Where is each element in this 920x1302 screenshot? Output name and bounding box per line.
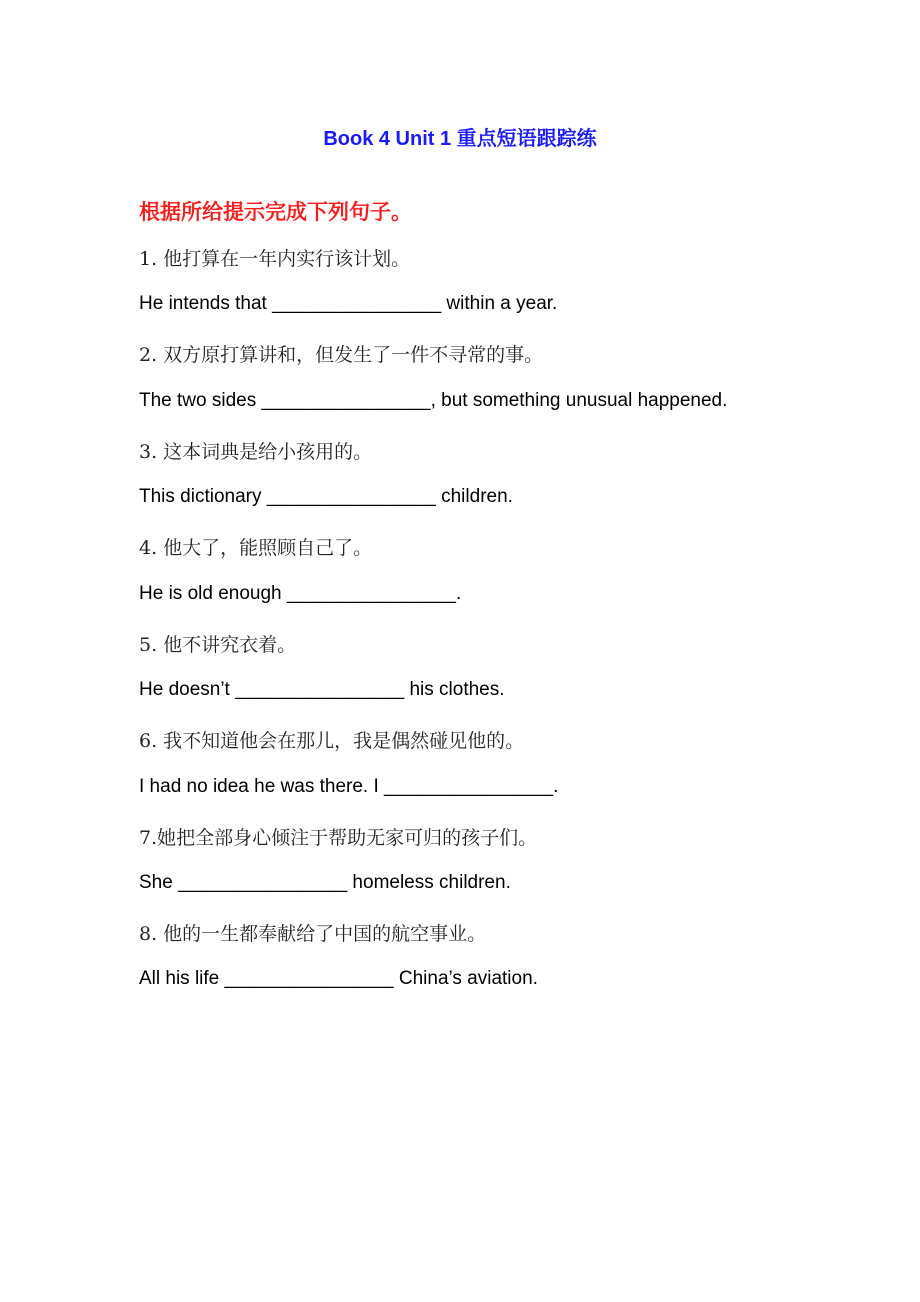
question-7-english: She ________________ homeless children. bbox=[139, 872, 511, 893]
question-7-chinese: 7.她把全部身心倾注于帮助无家可归的孩子们。 bbox=[139, 827, 538, 849]
question-6-english: I had no idea he was there. I ________________. bbox=[139, 776, 559, 797]
document-title: Book 4 Unit 1 重点短语跟踪练 bbox=[323, 128, 597, 150]
question-8-chinese: 8. 他的一生都奉献给了中国的航空事业。 bbox=[139, 923, 487, 945]
question-4-english: He is old enough ________________. bbox=[139, 583, 462, 604]
question-1-english: He intends that ________________ within a year. bbox=[139, 293, 558, 314]
question-8-english: All his life ________________ China’s aviation. bbox=[139, 968, 538, 989]
question-6-chinese: 6. 我不知道他会在那儿，我是偶然碰见他的。 bbox=[139, 730, 525, 752]
question-5-english: He doesn’t ________________ his clothes. bbox=[139, 679, 505, 700]
question-1-chinese: 1. 他打算在一年内实行该计划。 bbox=[139, 248, 411, 270]
question-3-chinese: 3. 这本词典是给小孩用的。 bbox=[139, 441, 373, 463]
question-3-english: This dictionary ________________ children. bbox=[139, 486, 513, 507]
question-4-chinese: 4. 他大了，能照顾自己了。 bbox=[139, 537, 373, 559]
question-2-chinese: 2. 双方原打算讲和，但发生了一件不寻常的事。 bbox=[139, 344, 544, 366]
question-5-chinese: 5. 他不讲究衣着。 bbox=[139, 634, 297, 656]
question-2-english: The two sides ________________, but something unusual happened. bbox=[139, 390, 728, 411]
instruction: 根据所给提示完成下列句子。 bbox=[139, 201, 412, 224]
